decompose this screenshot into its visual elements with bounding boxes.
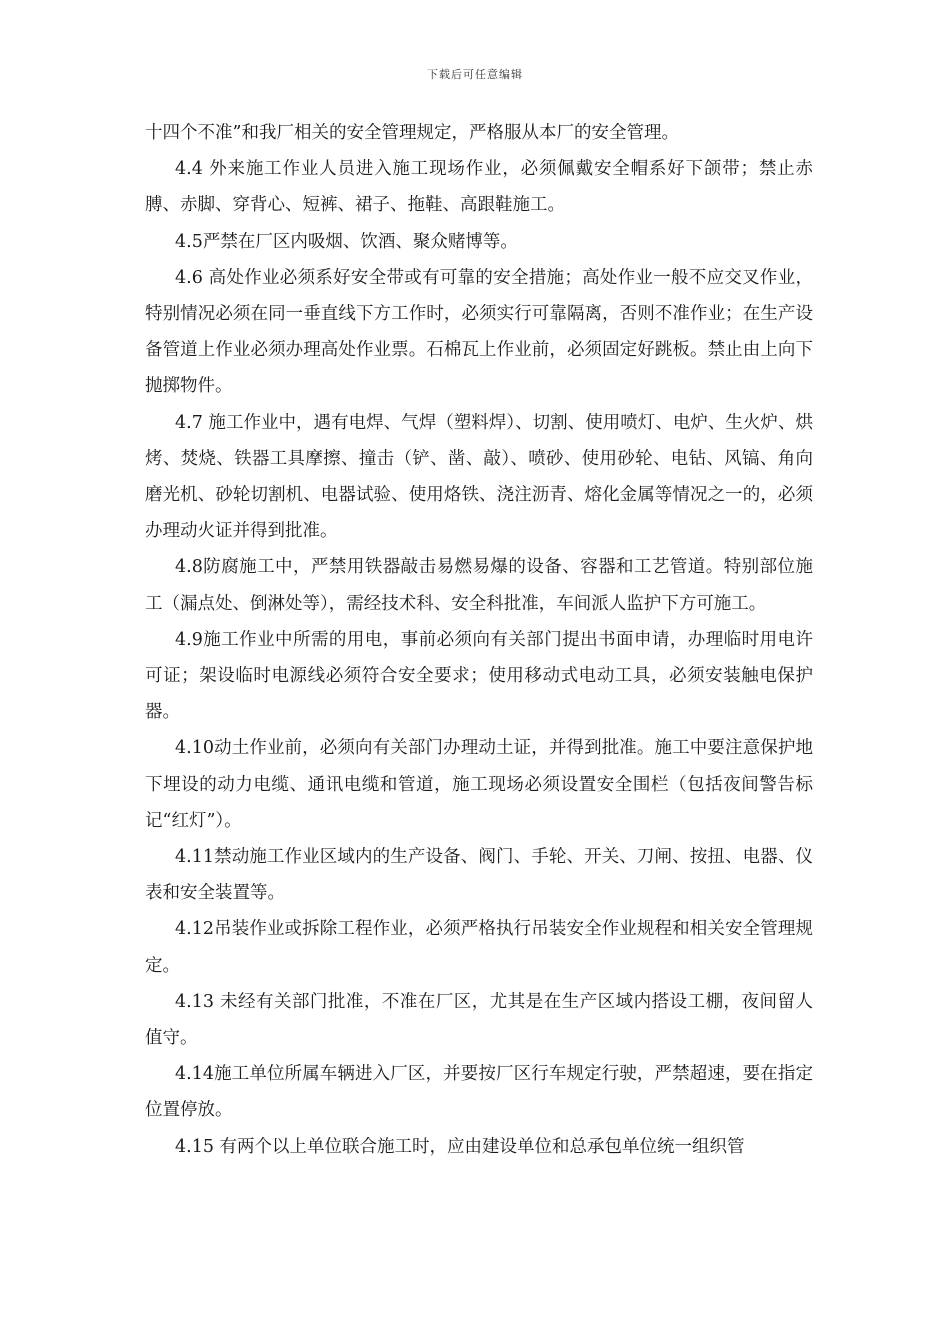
header-note: 下载后可任意编辑 xyxy=(427,68,523,81)
paragraph: 4.7 施工作业中，遇有电焊、气焊（塑料焊）、切割、使用喷灯、电炉、生火炉、烘烤、焚烧、铁器工具摩擦、撞击（铲、凿、敲）、喷砂、使用砂轮、电钻、风镐、角向磨光机、砂轮切割机、电器试验、使用烙铁、浇注沥青、熔化金属等情况之一的，必须办理动火证并得到批准。 xyxy=(145,412,813,542)
paragraph: 4.14施工单位所属车辆进入厂区，并要按厂区行车规定行驶，严禁超速，要在指定位置停放。 xyxy=(145,1064,813,1121)
paragraph: 4.15 有两个以上单位联合施工时，应由建设单位和总承包单位统一组织管 xyxy=(175,1136,745,1157)
paragraph: 十四个不准”和我厂相关的安全管理规定，严格服从本厂的安全管理。 xyxy=(145,123,679,143)
paragraph: 4.11禁动施工作业区域内的生产设备、阀门、手轮、开关、刀闸、按扭、电器、仪表和安全装置等。 xyxy=(145,847,813,904)
paragraph: 4.4 外来施工作业人员进入施工现场作业，必须佩戴安全帽系好下颌带；禁止赤膊、赤脚、穿背心、短裤、裙子、拖鞋、高跟鞋施工。 xyxy=(145,159,813,216)
paragraph: 4.9施工作业中所需的用电，事前必须向有关部门提出书面申请，办理临时用电许可证；架设临时电源线必须符合安全要求；使用移动式电动工具，必须安装触电保护器。 xyxy=(145,629,813,723)
paragraph: 4.8防腐施工中，严禁用铁器敲击易燃易爆的设备、容器和工艺管道。特别部位施工（漏点处、倒淋处等），需经技术科、安全科批准，车间派人监护下方可施工。 xyxy=(145,557,813,614)
document-body xyxy=(145,115,813,1165)
paragraph: 4.13 未经有关部门批准，不准在厂区，尤其是在生产区域内搭设工棚，夜间留人值守。 xyxy=(145,991,813,1049)
paragraph: 4.6 高处作业必须系好安全带或有可靠的安全措施；高处作业一般不应交叉作业，特别情况必须在同一垂直线下方工作时，必须实行可靠隔离，否则不准作业；在生产设备管道上作业必须办理高处作业票。石棉瓦上作业前，必须固定好跳板。禁止由上向下抛掷物件。 xyxy=(145,267,813,397)
paragraph: 4.10动土作业前，必须向有关部门办理动土证，并得到批准。施工中要注意保护地下埋设的动力电缆、通讯电缆和管道，施工现场必须设置安全围栏（包括夜间警告标记“红灯”）。 xyxy=(145,738,813,831)
paragraph: 4.5严禁在厂区内吸烟、饮酒、聚众赌博等。 xyxy=(175,231,518,252)
paragraph: 4.12吊装作业或拆除工程作业，必须严格执行吊装安全作业规程和相关安全管理规定。 xyxy=(145,919,813,976)
